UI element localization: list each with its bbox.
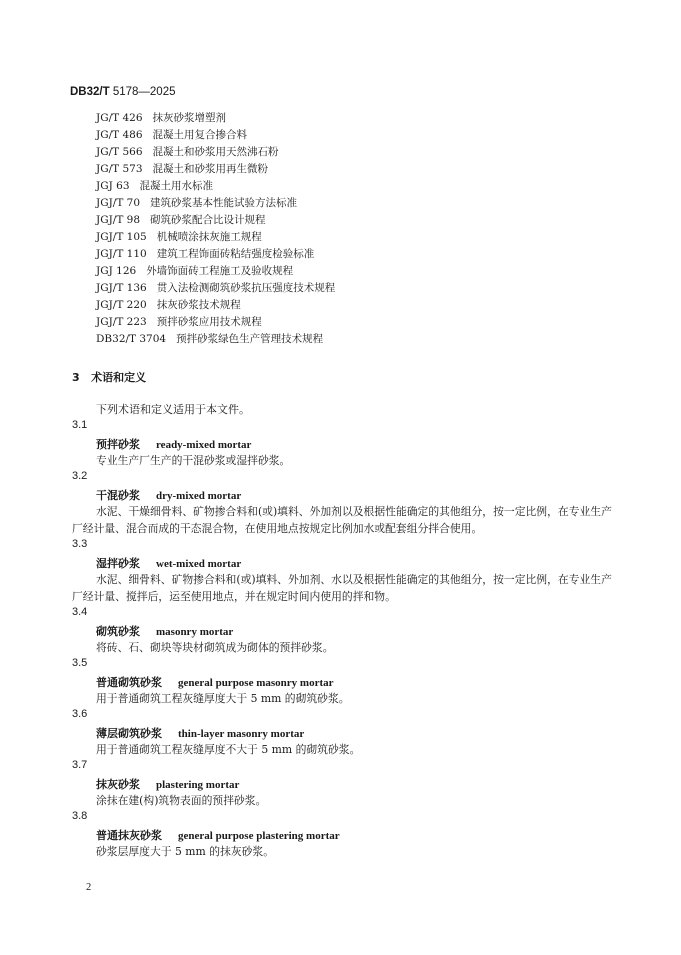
term-definition: 水泥、细骨料、矿物掺合料和(或)填料、外加剂、水以及根据性能确定的其他组分，按一定比例，在专业生产厂经计量、搅拌后，运至使用地点，并在规定时间内使用的拌和物。 [72, 573, 612, 603]
reference-item: JG/T 573 混凝土和砂浆用再生微粉 [96, 163, 269, 175]
standard-number: 5178—2025 [112, 86, 176, 98]
reference-item: JGJ/T 136 贯入法检测砌筑砂浆抗压强度技术规程 [96, 282, 336, 294]
reference-item: JGJ/T 70 建筑砂浆基本性能试验方法标准 [96, 197, 298, 209]
term-definition: 涂抹在建(构)筑物表面的预拌砂浆。 [96, 794, 267, 807]
term-heading: 预拌砂浆 ready-mixed mortar [96, 438, 252, 451]
reference-item: JG/T 486 混凝土用复合掺合料 [96, 129, 248, 141]
term-definition: 将砖、石、砌块等块材砌筑成为砌体的预拌砂浆。 [96, 641, 334, 654]
reference-item: JGJ 126 外墙饰面砖工程施工及验收规程 [96, 265, 294, 277]
reference-item: JGJ/T 110 建筑工程饰面砖粘结强度检验标准 [96, 248, 315, 260]
reference-item: JG/T 426 抹灰砂浆增塑剂 [96, 112, 227, 124]
term-heading: 普通砌筑砂浆 general purpose masonry mortar [96, 676, 334, 689]
document-header [70, 86, 176, 98]
reference-item: JGJ/T 98 砌筑砂浆配合比设计规程 [96, 214, 266, 226]
section-number: 3 [72, 371, 80, 384]
term-heading: 抹灰砂浆 plastering mortar [96, 778, 240, 791]
term-definition: 专业生产厂生产的干混砂浆或湿拌砂浆。 [96, 454, 291, 467]
page-number: 2 [86, 882, 92, 893]
section-intro: 下列术语和定义适用于本文件。 [96, 403, 250, 416]
term-heading: 湿拌砂浆 wet-mixed mortar [96, 557, 242, 570]
term-definition: 用于普通砌筑工程灰缝厚度不大于 5 mm 的砌筑砂浆。 [96, 743, 361, 756]
reference-item: JGJ/T 220 抹灰砂浆技术规程 [96, 299, 241, 311]
reference-item: JGJ/T 105 机械喷涂抹灰施工规程 [96, 231, 262, 243]
reference-item: JGJ 63 混凝土用水标准 [96, 180, 214, 192]
term-heading: 砌筑砂浆 masonry mortar [96, 625, 234, 638]
term-number: 3.2 [72, 470, 88, 482]
term-number: 3.5 [72, 657, 88, 669]
term-heading: 薄层砌筑砂浆 thin-layer masonry mortar [96, 727, 305, 740]
term-definition: 水泥、干燥细骨料、矿物掺合料和(或)填料、外加剂以及根据性能确定的其他组分，按一定比例，在专业生产厂经计量、混合而成的干态混合物，在使用地点按规定比例加水或配套组分拌合使用。 [72, 505, 612, 535]
term-heading: 普通抹灰砂浆 general purpose plastering mortar [96, 829, 340, 842]
term-definition: 用于普通砌筑工程灰缝厚度大于 5 mm 的砌筑砂浆。 [96, 692, 350, 705]
term-number: 3.7 [72, 759, 88, 771]
standard-code: DB32/T [70, 86, 110, 98]
reference-item: JG/T 566 混凝土和砂浆用天然沸石粉 [96, 146, 279, 158]
section-heading [72, 369, 146, 385]
term-number: 3.3 [72, 538, 88, 550]
term-number: 3.4 [72, 606, 88, 618]
reference-item: DB32/T 3704 预拌砂浆绿色生产管理技术规程 [96, 333, 324, 345]
reference-item: JGJ/T 223 预拌砂浆应用技术规程 [96, 316, 262, 328]
term-heading: 干混砂浆 dry-mixed mortar [96, 489, 242, 502]
section-title: 术语和定义 [91, 371, 147, 384]
term-number: 3.8 [72, 810, 88, 822]
normative-references-list [96, 110, 335, 348]
term-number: 3.6 [72, 708, 88, 720]
term-number: 3.1 [72, 419, 88, 431]
term-definition: 砂浆层厚度大于 5 mm 的抹灰砂浆。 [96, 845, 274, 858]
